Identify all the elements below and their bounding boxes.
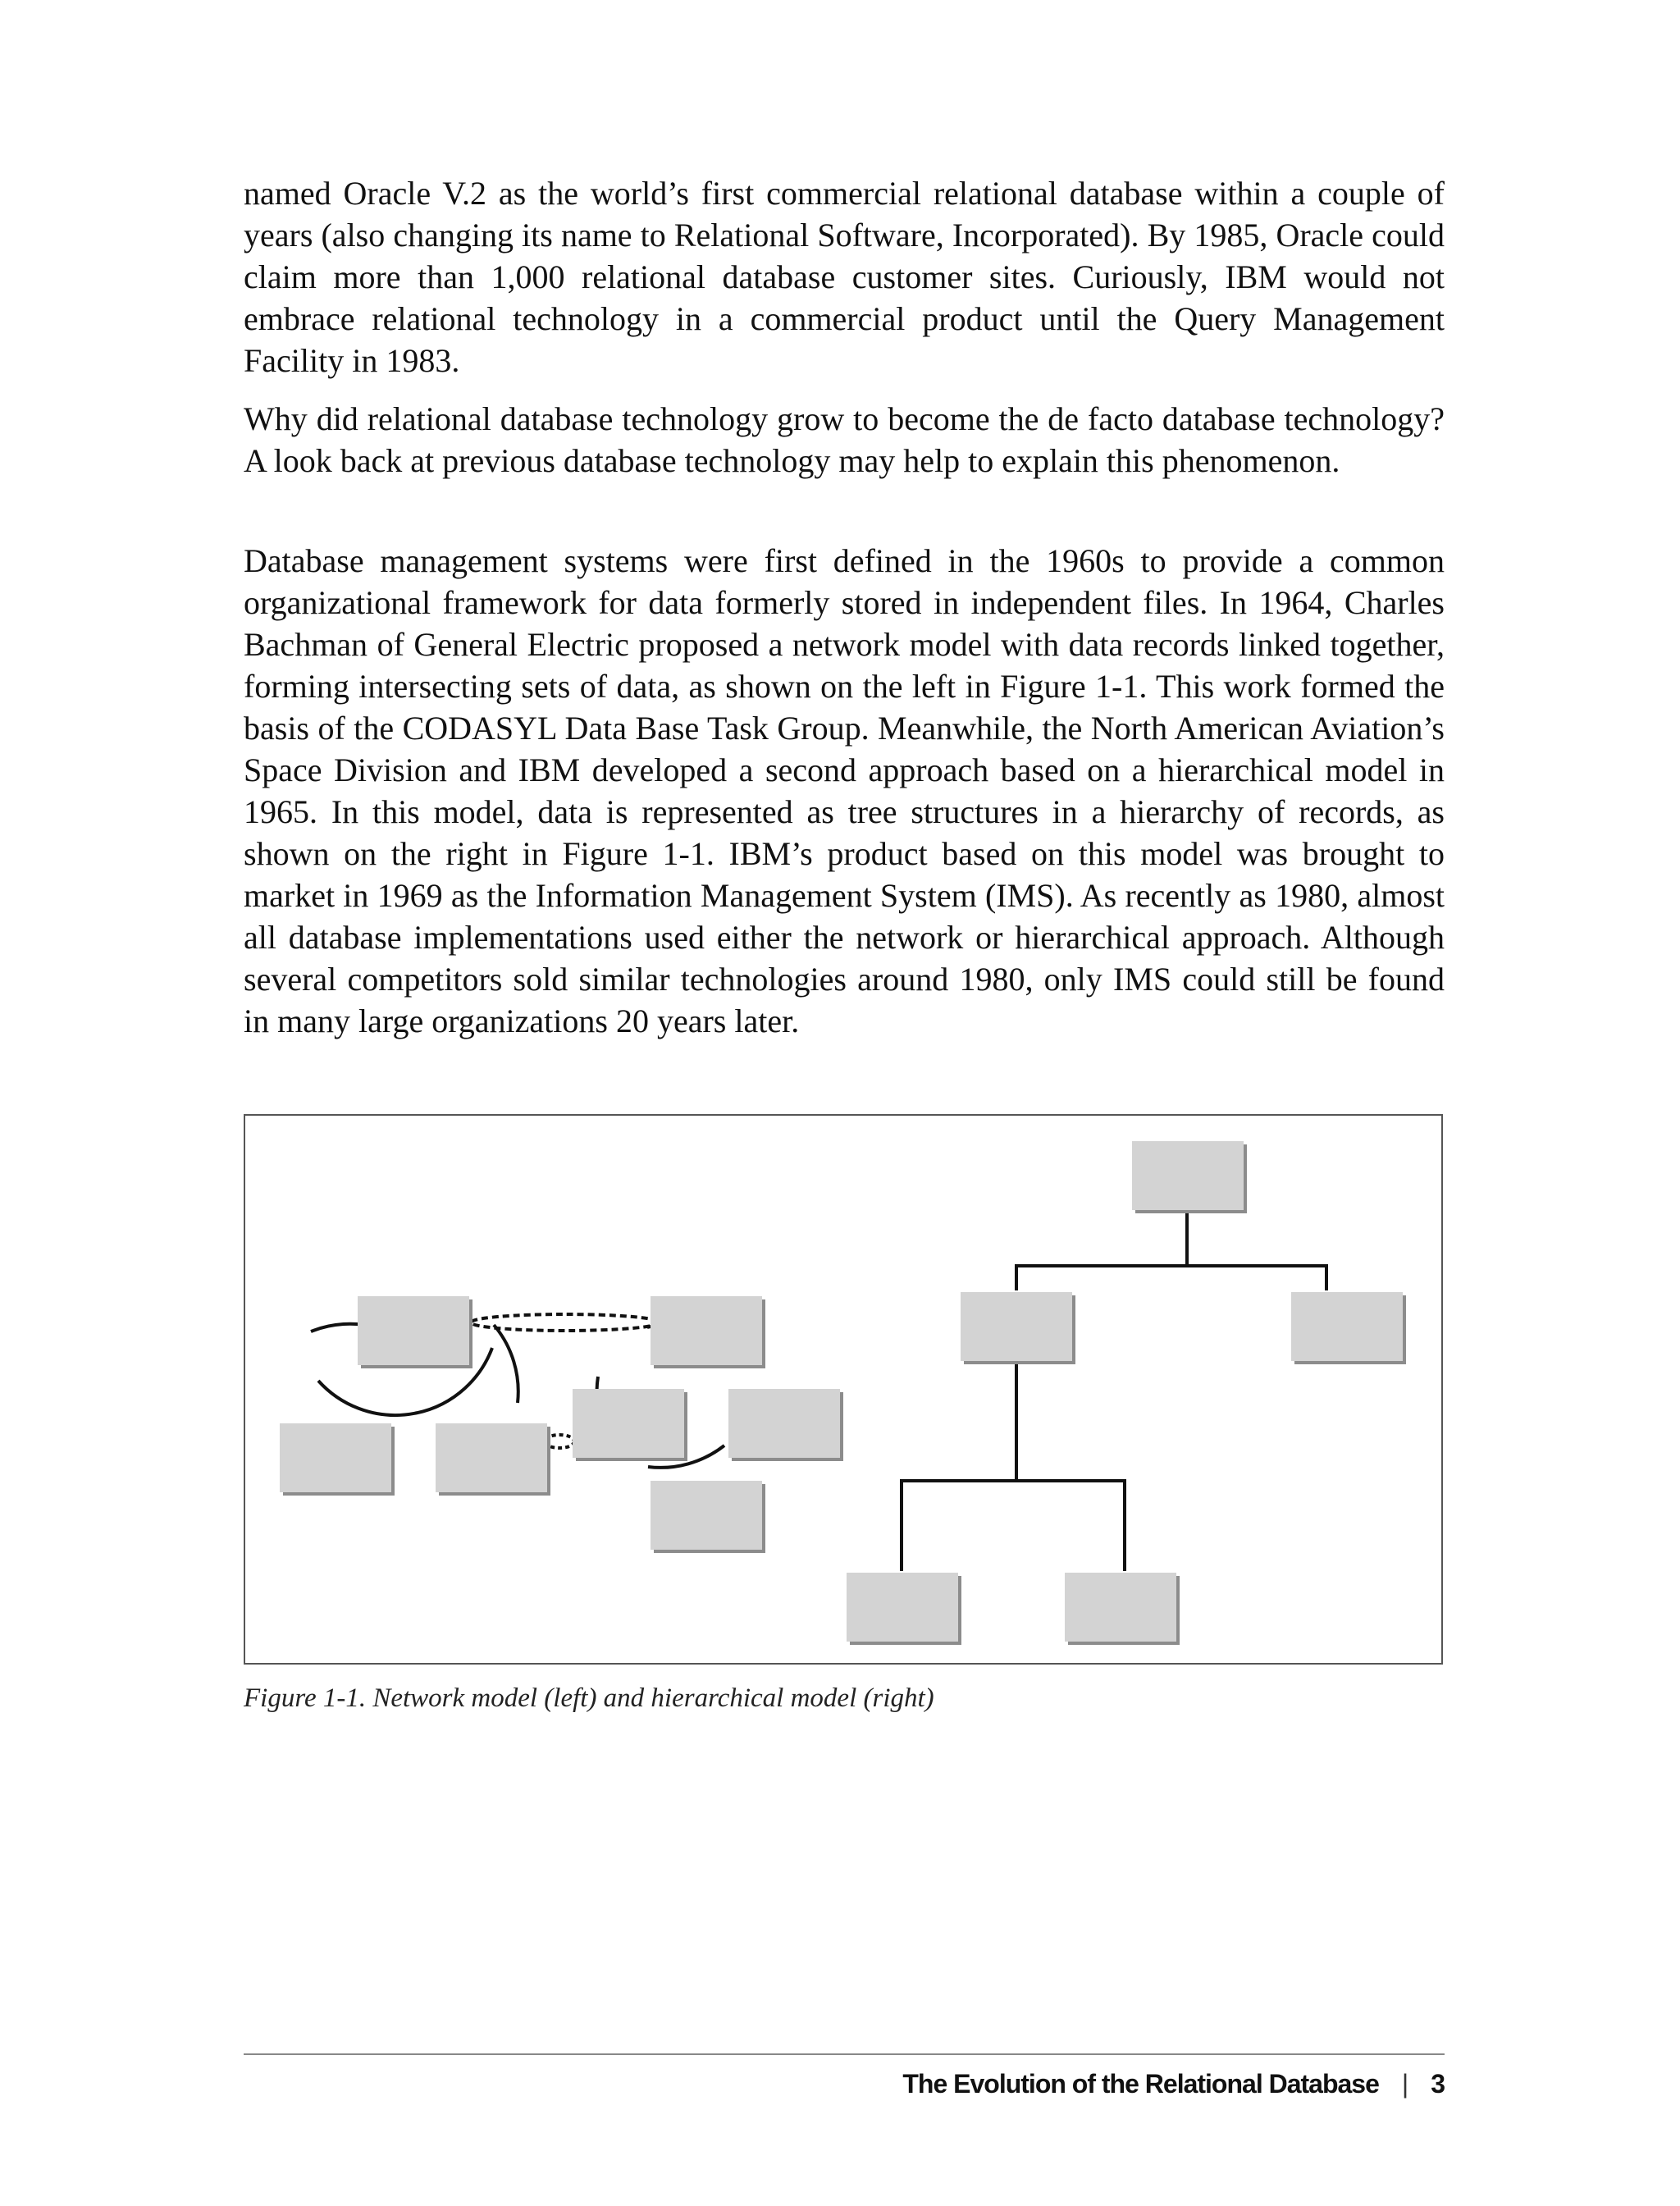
network-record-4 (651, 1296, 762, 1365)
paragraph-oracle-history: named Oracle V.2 as the world’s first commercial relational database within a couple of years (also changing its name to Relational Software, Incorporated). By 1985, Oracle could claim more than 1,000 relational database customer sites. Curiously, IBM would not embrace relational technology in a commercial product until the Query Management Facility in 1983. (244, 175, 1445, 379)
running-footer (902, 2069, 1445, 2099)
network-record-7 (651, 1481, 762, 1550)
footer-chapter-title: The Evolution of the Relational Database (902, 2069, 1379, 2099)
network-ring-left-right (494, 1325, 518, 1403)
hierarchy-grandchild-right (1065, 1573, 1176, 1642)
hierarchy-grandchild-left (847, 1573, 958, 1642)
network-record-5 (573, 1389, 684, 1458)
network-record-6 (728, 1389, 840, 1458)
figure-diagram (245, 1116, 1445, 1666)
hierarchy-child-left (961, 1292, 1072, 1361)
footer-separator: | (1401, 2069, 1408, 2099)
network-record-boxes (280, 1296, 843, 1553)
hierarchy-root-record (1132, 1141, 1244, 1210)
footer-divider (244, 2053, 1445, 2055)
page-number: 3 (1431, 2069, 1445, 2099)
network-record-3 (436, 1423, 547, 1492)
hierarchy-child-right (1291, 1292, 1403, 1361)
paragraph-dbms-history: Database management systems were first defined in the 1960s to provide a common organizational framework for data formerly stored in independent files. In 1964, Charles Bachman of General Electric proposed a network model with data records linked together, forming intersecting sets of data, as shown on the left in Figure 1-1. This work formed the basis of the CODASYL Data Base Task Group. Meanwhile, the North American Aviation’s Space Division and IBM developed a second approach based on a hierarchical model in 1965. In this model, data is represented as tree structures in a hierarchy of records, as shown on the right in Figure 1-1. IBM’s product based on this model was brought to market in 1969 as the Information Management System (IMS). As recently as 1980, almost all database implementations used either the network or hierarchical approach. Although several competitors sold similar technologies around 1980, only IMS could still be found in many large organizations 20 years later. (244, 542, 1445, 1039)
figure-caption: Figure 1-1. Network model (left) and hierarchical model (right) (244, 1683, 934, 1713)
set-link-top-dashed (471, 1314, 660, 1331)
network-record-1 (358, 1296, 469, 1365)
paragraph-why-relational: Why did relational database technology grow to become the de facto database technology? A look back at previous database technology may help to explain this phenomenon. (244, 400, 1445, 479)
hierarchy-lines (902, 1210, 1328, 1571)
figure-1-1 (244, 1114, 1443, 1665)
network-record-2 (280, 1423, 391, 1492)
